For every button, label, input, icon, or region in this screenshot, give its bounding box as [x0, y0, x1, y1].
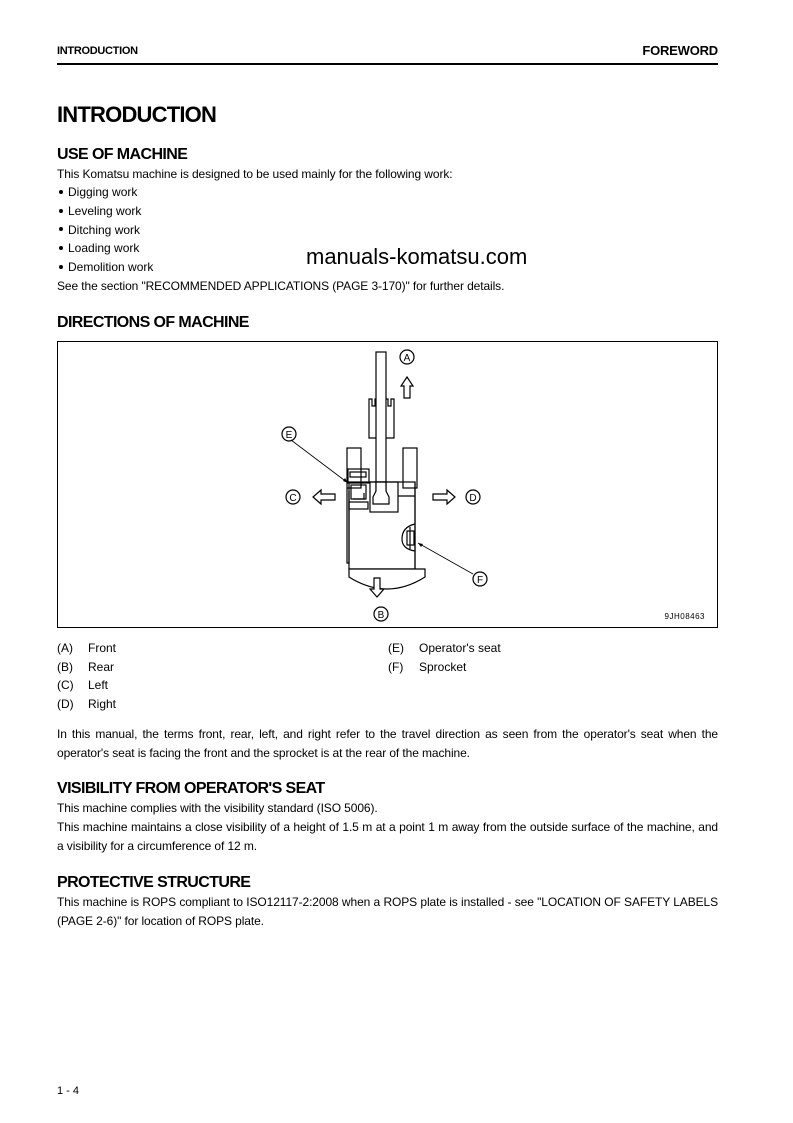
legend-item: (D) Right	[57, 697, 117, 712]
list-item: Demolition work	[57, 258, 153, 277]
callout-b: B	[377, 610, 385, 621]
callout-a: A	[403, 353, 411, 364]
work-list	[57, 183, 153, 277]
legend-left	[57, 639, 116, 714]
bullet-icon	[59, 209, 63, 213]
page-title: INTRODUCTION	[57, 102, 217, 127]
header-divider	[57, 63, 718, 65]
page-number: 1 - 4	[57, 1085, 80, 1097]
heading-directions: DIRECTIONS OF MACHINE	[57, 314, 249, 331]
bullet-icon	[59, 227, 63, 231]
callout-e: E	[285, 430, 293, 441]
heading-use-of-machine: USE OF MACHINE	[57, 146, 188, 163]
directions-note: In this manual, the terms front, rear, left, and right refer to the travel direction as seen from the operator's seat when the operator's seat is facing the front and the sprocket is at the rear of the machine.	[57, 727, 718, 760]
bullet-icon	[59, 246, 63, 250]
figure-id: 9JH08463	[664, 612, 705, 621]
use-intro-text: This Komatsu machine is designed to be used mainly for the following work:	[57, 167, 453, 181]
callout-d: D	[469, 493, 477, 504]
list-item: Ditching work	[57, 221, 153, 240]
see-also-text: See the section "RECOMMENDED APPLICATIONS (PAGE 3-170)" for further details.	[57, 279, 505, 293]
watermark: manuals-komatsu.com	[306, 244, 528, 269]
directions-figure	[57, 341, 718, 628]
list-item: Loading work	[57, 239, 153, 258]
legend-item: (E) Operator's seat	[388, 641, 501, 655]
legend-item: (A) Front	[57, 641, 117, 655]
running-header-chapter: FOREWORD	[642, 43, 718, 58]
list-item: Digging work	[57, 183, 153, 202]
callout-f: F	[476, 575, 484, 586]
legend-item: (B) Rear	[57, 659, 115, 674]
bullet-icon	[59, 190, 63, 194]
legend-item: (C) Left	[57, 678, 109, 693]
machine-top-view-diagram	[57, 341, 718, 628]
legend-right	[388, 639, 501, 676]
bullet-icon	[59, 265, 63, 269]
list-item: Leveling work	[57, 202, 153, 221]
visibility-p1: This machine complies with the visibility standard (ISO 5006).	[57, 801, 378, 815]
heading-visibility: VISIBILITY FROM OPERATOR'S SEAT	[57, 780, 325, 797]
visibility-p2: This machine maintains a close visibility of a height of 1.5 m at a point 1 m away from the outside surface of the machine, and a visibility for a circumference of 12 m.	[57, 820, 718, 853]
heading-protective-structure: PROTECTIVE STRUCTURE	[57, 874, 251, 891]
running-header-section: INTRODUCTION	[57, 45, 138, 57]
legend-item: (F) Sprocket	[388, 659, 467, 674]
protective-p1: This machine is ROPS compliant to ISO12117-2:2008 when a ROPS plate is installed - see "LOCATION OF SAFETY LABELS (PAGE 2-6)" for location of ROPS plate.	[57, 895, 718, 928]
callout-c: C	[289, 493, 297, 504]
